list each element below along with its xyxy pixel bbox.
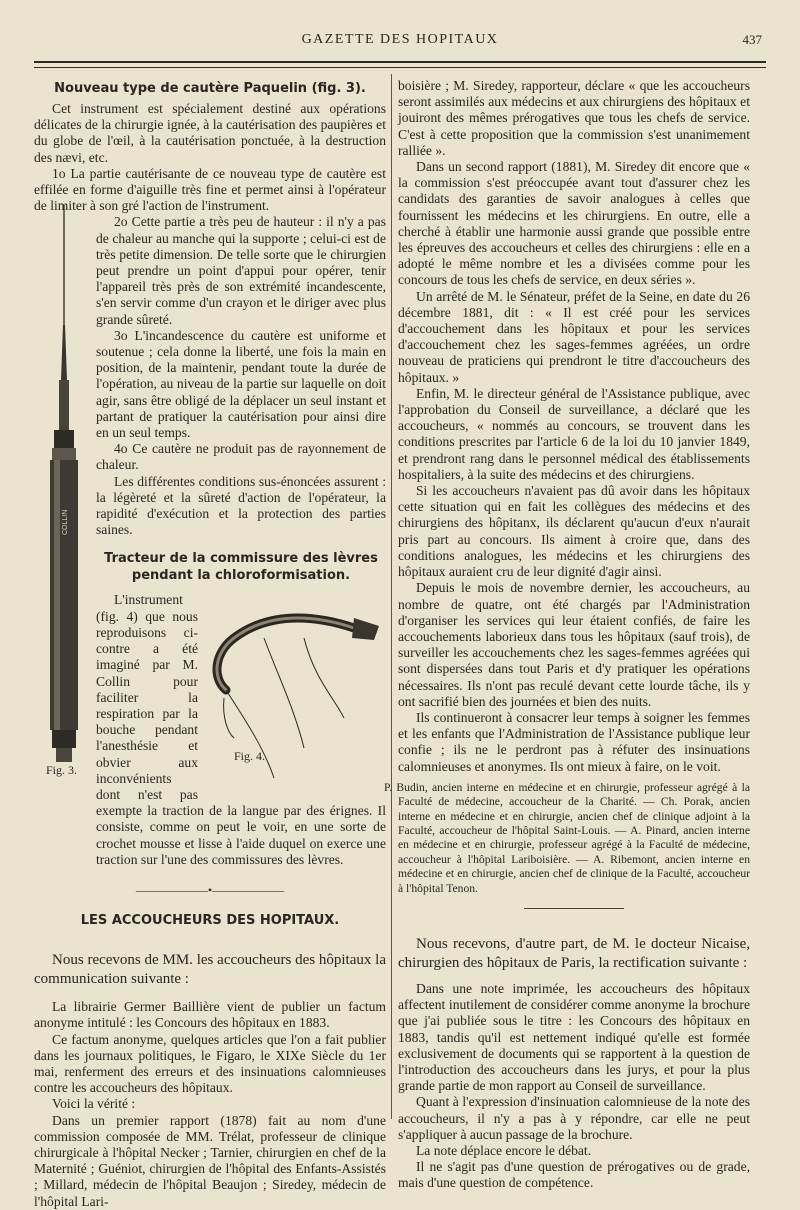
paragraph: Si les accoucheurs n'avaient pas dû avoir dans les hôpitaux cette situation qui en fait les collègues des médecins et des chirurgiens des hôpitanx, ils déclarent qu'aucun d'eux n'aurait pris part au concours. Ils aiment à croire que, dans des conditions analogues, les médecins et les chirurgiens des hôpitaux auraient cru de leur dignité d'agir ainsi. bbox=[398, 483, 750, 580]
fig4-caption: Fig. 4. bbox=[234, 749, 266, 764]
short-rule bbox=[524, 908, 624, 909]
lead-paragraph: Nous recevons, d'autre part, de M. le docteur Nicaise, chirurgien des hôpitaux de Paris, la rectification suivante : bbox=[398, 935, 750, 971]
page-number: 437 bbox=[742, 32, 762, 47]
paragraph: Enfin, M. le directeur général de l'Assistance publique, avec l'approbation du Conseil de surveillance, a déclaré que les accoucheurs, « nommés au concours, se trouvent dans les conditions prescrites par l'article 6 de la loi du 10 janvier 1849, et prendront rang dans le personnel médical des établissements hospitaliers, à la suite des médecins et des chirurgiens. bbox=[398, 385, 750, 482]
paragraph: L'instrument (fig. 4) que nous reproduisons ci-contre a été imaginé par M. Collin pour faciliter la respiration par la bouche pendant l'anesthésie et obvier aux inconvénients dont n'est pas exempte la traction de la langue par des érignes. Il consiste, comme on peut le voir, en une sorte de crochet mousse et lisse à l'aide duquel on exerce une traction sur l'une des commissures des lèvres. bbox=[96, 592, 386, 867]
paragraph: Voici la vérité : bbox=[52, 1096, 136, 1112]
journal-title: GAZETTE DES HOPITAUX bbox=[301, 32, 499, 47]
ornament-divider: ——————•—————— bbox=[135, 882, 285, 897]
paragraph: boisière ; M. Siredey, rapporteur, déclare « que les accoucheurs seront assimilés aux médecins et aux chirurgiens des hôpitaux et jouiront des mêmes prérogatives que tous les chefs de service. C'est à cette proposition que la commission s'est unanimement ralliée ». bbox=[398, 78, 750, 158]
section-title-cautere: Nouveau type de cautère Paquelin (fig. 3). bbox=[54, 81, 366, 96]
column-separator bbox=[391, 74, 392, 1119]
paragraph: 2o Cette partie a très peu de hauteur : il n'y a pas de chaleur au manche qui la supporte ; celui-ci est de très petite dimension. De telle sorte que le chirurgien peut prendre un point d'appui pour opérer, tenir l'appareil très près de son extrémité incandescente, s'en servir comme d'un crayon et le diriger avec plus grande sûreté. bbox=[96, 214, 386, 327]
paragraph: 3o L'incandescence du cautère est uniforme et soutenue ; cela donne la liberté, une fois la main en position, de la maintenir, pendant toute la durée de l'opération, au niveau de la partie sur laquelle on doit agir, sans être obligé de la déplacer un seul instant et partant de pratiquer la cautérisation pour ainsi dire en un seul temps. bbox=[96, 327, 386, 441]
indented-block bbox=[34, 214, 386, 868]
paragraph: Il ne s'agit pas d'une question de prérogatives ou de grade, mais d'une question de compétence. bbox=[398, 1159, 750, 1191]
paragraph: Un arrêté de M. le Sénateur, préfet de la Seine, en date du 26 décembre 1881, dit : « Il est créé pour les services d'accouchement dans les hôpitaux et pour les services d'accouchement chez les sages-femmes agréées, un ordre nouveau de praticiens qui prendront le titre d'accoucheurs des hôpitaux. » bbox=[398, 288, 750, 385]
paragraph: 1o La partie cautérisante de ce nouveau type de cautère est effilée en forme d'aiguille très fine et permet ainsi à l'opérateur de limiter à son gré l'action de l'instrument. bbox=[34, 165, 386, 214]
paragraph: Ils continueront à consacrer leur temps à soigner les femmes et les enfants que l'Administration de l'Assistance publique leur confie ; ils ne le perdront pas à réfuter des insinuations calomnieuses et anonymes. Ils ont mieux à faire, on le voit. bbox=[398, 709, 750, 774]
paragraph: La librairie Germer Baillière vient de publier un factum anonyme intitulé : les Concours des hôpitaux en 1883. bbox=[34, 999, 386, 1031]
fig3-brand: COLLIN bbox=[62, 509, 69, 535]
paragraph: Ce factum anonyme, quelques articles que l'on a fait publier dans les journaux politiques, le Figaro, le XIXe Siècle du 1er mai, renferment des erreurs et des insinuations calomnieuses contre les accoucheurs des hôpitaux. bbox=[34, 1031, 386, 1096]
right-column bbox=[384, 78, 750, 1192]
fig3-caption: Fig. 3. bbox=[46, 763, 78, 777]
left-column bbox=[34, 80, 386, 1210]
paragraph: Les différentes conditions sus-énoncées assurent : la légèreté et la sûreté d'action de l'opérateur, la rapidité d'exécution et la protection des parties saines. bbox=[96, 473, 386, 538]
header-rule-thick bbox=[34, 61, 766, 63]
lead-paragraph: Nous recevons de MM. les accoucheurs des hôpitaux la communication suivante : bbox=[34, 952, 386, 988]
paragraph: Cet instrument est spécialement destiné aux opérations délicates de la chirurgie ignée, à la cautérisation des paupières et du globe de l'œil, à la cautérisation ponctuée, à la destruction des nævi, etc. bbox=[34, 101, 386, 165]
paragraph: Dans un premier rapport (1878) fait au nom d'une commission composée de MM. Trélat, professeur de clinique chirurgicale à l'hôpital Necker ; Tarnier, chirurgien en chef de la Maternité ; Guéniot, chirurgien de l'hôpital des Enfants-Assistés ; Millard, médecin de l'hôpital Beaujon ; Siredey, médecin de l'hôpital Lari- bbox=[34, 1112, 386, 1209]
fig4-illustration bbox=[204, 598, 386, 788]
paragraph: Depuis le mois de novembre dernier, les accoucheurs, au nombre de quatre, ont été chargés par l'Administration d'organiser les services qui leur étaient confiés, de faire les accouchements laborieux dans tous les hôpitaux (sauf trois), de surveiller les accouchements chez les sages-femmes agréées qui sont dispersées dans tout Paris et d'y pratiquer les opérations nécessaires. Ils n'ont pas reculé devant cette lourde tâche, ils y ont sacrifié bien des journées et bien des nuits. bbox=[398, 580, 750, 709]
running-header bbox=[34, 32, 766, 50]
header-rule-thin bbox=[34, 67, 766, 68]
paragraph: La note déplace encore le débat. bbox=[416, 1143, 592, 1159]
signatures: P. Budin, ancien interne en médecine et en chirurgie, professeur agrégé à la Faculté de médecine, accoucheur de la Charité. — Ch. Porak, ancien interne en médecine et en chirurgie, ancien chef de clinique adjoint à la Faculté, accoucheur de l'hôpital Saint-Louis. — A. Pinard, ancien interne en médecine et en chirurgie, professeur agrégé à la Faculté de médecine, accoucheur à l'hôpital Lariboisière. — A. Ribemont, ancien interne en médecine et en chirurgie, ancien chef de clinique de la Faculté, accoucheur à l'hôpital Tenon. bbox=[384, 780, 750, 895]
paragraph: Quant à l'expression d'insinuation calomnieuse de la note des accoucheurs, il n'y a pas à y répondre, car elle ne peut s'appliquer à aucun passage de la brochure. bbox=[398, 1094, 750, 1142]
section-title-tracteur: Tracteur de la commissure des lèvres pendant la chloroformisation. bbox=[104, 551, 378, 584]
section-title-accoucheurs: LES ACCOUCHEURS DES HOPITAUX. bbox=[80, 913, 340, 929]
paragraph: Dans un second rapport (1881), M. Siredey dit encore que « la commission s'est préoccupée avant tout d'assurer chez les candidats des garanties de savoir analogues à celles que fournissent les médecins et les chirurgiens. En outre, elle a cherché à établir une harmonie aussi grande que possible entre les épreuves des accoucheurs et celles des chirurgiens : elle en a adopté le même nombre et les a divisées comme pour les concours de tous les chefs de service, en deux séries ». bbox=[398, 159, 750, 288]
paragraph: 4o Ce cautère ne produit pas de rayonnement de chaleur. bbox=[96, 441, 386, 473]
paragraph: Dans une note imprimée, les accoucheurs des hôpitaux affectent inutilement de considérer comme anonyme la brochure que j'ai publiée sous le titre : les Concours des hôpitaux en 1883, tandis qu'il est nettement indiqué qu'elle est formée exclusivement de documents qui se rapportent à la question de l'introduction des accoucheurs dans les jurys, et pour la plus grande partie de mon rapport au Conseil de surveillance. bbox=[398, 980, 750, 1094]
